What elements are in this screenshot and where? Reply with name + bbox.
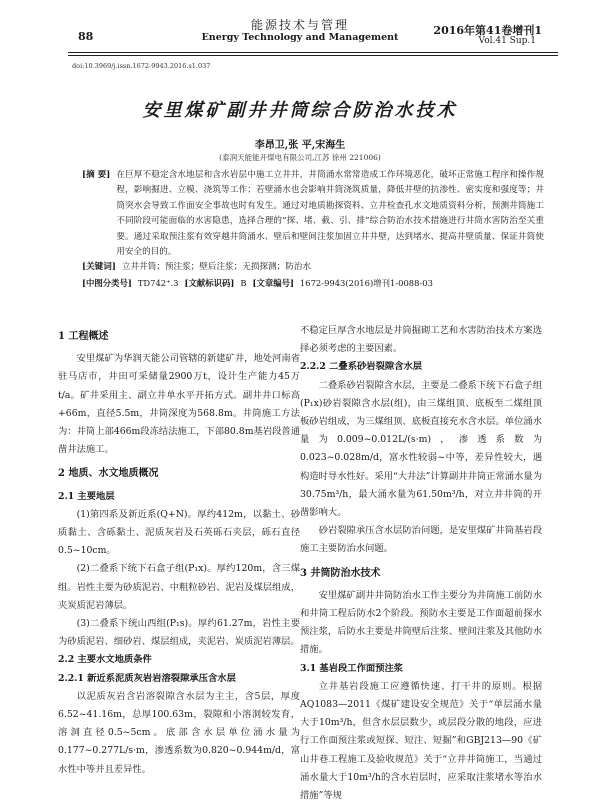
section-2-1-item-1: (1)第四系及新近系(Q+N)。厚约412m，以黏土、砂质黏土、含砾黏土、泥质灰岩及石英砾石夹层，砾石直径0.5~10cm。 (58, 508, 300, 557)
keywords-text: 立井井筒；预注浆；壁后注浆；无损探测；防治水 (121, 262, 311, 273)
section-2-2-heading: 2.2 主要水文地质条件 (58, 654, 152, 666)
affiliation: (泰润天能能开煤电有限公司,江苏 徐州 221006) (219, 153, 381, 162)
classification-value: TD742⁺.3 (137, 277, 179, 288)
section-2-1-heading: 2.1 主要地层 (58, 490, 115, 502)
section-2-1-item-3: (3)二叠系下统山西组(P₁s)。厚约61.27m，岩性主要为砂质泥岩、细砂岩、煤层组成，夹泥岩、炭质泥岩薄层。 (58, 618, 300, 648)
classification-row (82, 276, 544, 291)
abstract-text: 在巨厚不稳定含水地层和含水岩层中施工立井井，井筒涌水常常造成工作环境恶化，破坏正常施工程序和操作规程，影响掘进、立模、浇筑等工作；若壁涌水也会影响井筒浇筑质量，降低井壁的抗渗性、密实度和强度等；井筒突水会导致工作面安全事故也时有发生。通过对地质勘探资料、立井检查孔水文地质资料分析，预测井筒施工不同阶段可能面临的水害隐患，选择合理的“探、堵、截、引、排”综合防治水技术措施进行井筒水害防治至关重要。通过采取预注浆有效穿越井筒涌水、壁后和壁间注浆加固立井井壁，达到堵水、提高井壁质量、保证井筒使用安全的目的。 (116, 170, 544, 258)
issue-cn: 2016年第41卷增刊1 (433, 24, 542, 37)
right-column (300, 322, 542, 805)
header-rule (68, 52, 558, 56)
section-2-heading: 2 地质、水文地质概况 (58, 468, 159, 480)
abstract (82, 168, 544, 260)
page-header (0, 8, 600, 54)
keywords (82, 260, 544, 275)
section-1-heading: 1 工程概述 (58, 331, 109, 342)
section-2-2-2-paragraph-1: 二叠系砂岩裂隙含水层，主要是二叠系下统下石盒子组(P₁x)砂岩裂隙含水层(组)，由三煤组顶、底板至二煤组顶板砂岩组成，为三煤组顶、底板直接充水含水层。单位涌水量为0.009~0.012L/(s·m)，渗透系数为0.023~0.028m/d，富水性较弱~中等，差异性较大，遇构造时导水性好。采用“大井法”计算副井井筒正常涌水量为30.75m³/h，最大涌水量为61.50m³/h，对立井井筒的开凿影响大。 (300, 379, 542, 519)
abstract-block (82, 168, 544, 291)
page-number: 88 (78, 30, 94, 43)
section-2-2-2-heading: 2.2.2 二叠系砂岩裂隙含水层 (300, 361, 423, 373)
section-3-heading: 3 井筒防治水技术 (300, 567, 381, 579)
section-2-2-1-paragraph: 以泥质灰岩含岩溶裂隙含水层为主主，含5层，厚度6.52~41.16m，总厚100.63m，裂隙和小溶洞较发育，溶洞直径0.5~5cm。底部含水层单位涌水量为0.177~0.277L/s·m，渗透系数为0.820~0.944m/d，富水性中等并且差异性。 (58, 690, 300, 775)
left-column (58, 322, 300, 779)
section-3-1-paragraph: 立井基岩段施工应遵循快速、打干井的原则。根据AQ1083—2011《煤矿建设安全规范》关于“单层涌水量大于10m³/h，但含水层层数少，或层段分散的地段，应进行工作面预注浆或短探、短注、短掘”和GBJ213—90《矿山井巷工程施工及验收规范》关于“立井井筒施工，当通过涌水量大于10m³/h的含水岩层时，应采取注浆堵水等治水措施”等规 (300, 680, 542, 802)
continued-paragraph: 不稳定巨厚含水地层是井筒掘砌工艺和水害防治技术方案选择必须考虑的主要因素。 (300, 325, 542, 355)
article-title: 安里煤矿副井井筒综合防治水技术 (142, 100, 458, 121)
section-3-1-heading: 3.1 基岩段工作面预注浆 (300, 662, 404, 674)
section-2-2-1-heading: 2.2.1 新近系泥质灰岩岩溶裂隙承压含水层 (58, 672, 236, 684)
article-no-label: [文章编号] (252, 277, 294, 288)
journal-title-en: Energy Technology and Management (201, 32, 399, 43)
abstract-label: [摘 要] (82, 170, 111, 180)
doi: doi:10.3969/j.issn.1672-9943.2016.s1.037 (72, 62, 211, 70)
doc-code-label: [文献标识码] (184, 277, 235, 288)
authors: 李昂卫,张 平,宋海生 (254, 140, 346, 151)
section-2-2-2-paragraph-2: 砂岩裂隙承压含水层防治问题，是安里煤矿井筒基岩段施工主要防治水问题。 (300, 525, 542, 555)
journal-title-cn: 能源技术与管理 (250, 18, 349, 32)
issue-en: Vol.41 Sup.1 (478, 36, 536, 46)
keywords-label: [关键词] (82, 262, 116, 273)
section-1-paragraph: 安里煤矿为华润天能公司管辖的新建矿井，地处河南省驻马店市，井田可采储量2900万t，设计生产能力45万t/a。矿井采用主、副立井单水平开拓方式。副井井口标高+66m，直径5.5m，井筒深度为568.8m。井筒施工方法为：井筒上部466m段冻结法施工，下部80.8m基岩段普通凿井法施工。 (58, 353, 301, 456)
section-2-1-item-2: (2)二叠系下统下石盒子组(P₁x)。厚约120m，含三煤组。岩性主要为砂质泥岩、中粗粒砂岩、泥岩及煤层组成，夹炭质泥岩薄层。 (58, 563, 300, 611)
classification-label: [中图分类号] (82, 277, 132, 288)
article-no-value: 1672-9943(2016)增刊1-0088-03 (299, 277, 433, 288)
doc-code-value: B (240, 277, 247, 288)
section-3-paragraph: 安里煤矿副井井筒防治水工作主要分为井筒施工前防水和井筒工程后防水2个阶段。预防水主要是工作面超前探水预注浆，后防水主要是井筒壁后注浆、壁间注浆及其他防水措施。 (300, 589, 542, 656)
